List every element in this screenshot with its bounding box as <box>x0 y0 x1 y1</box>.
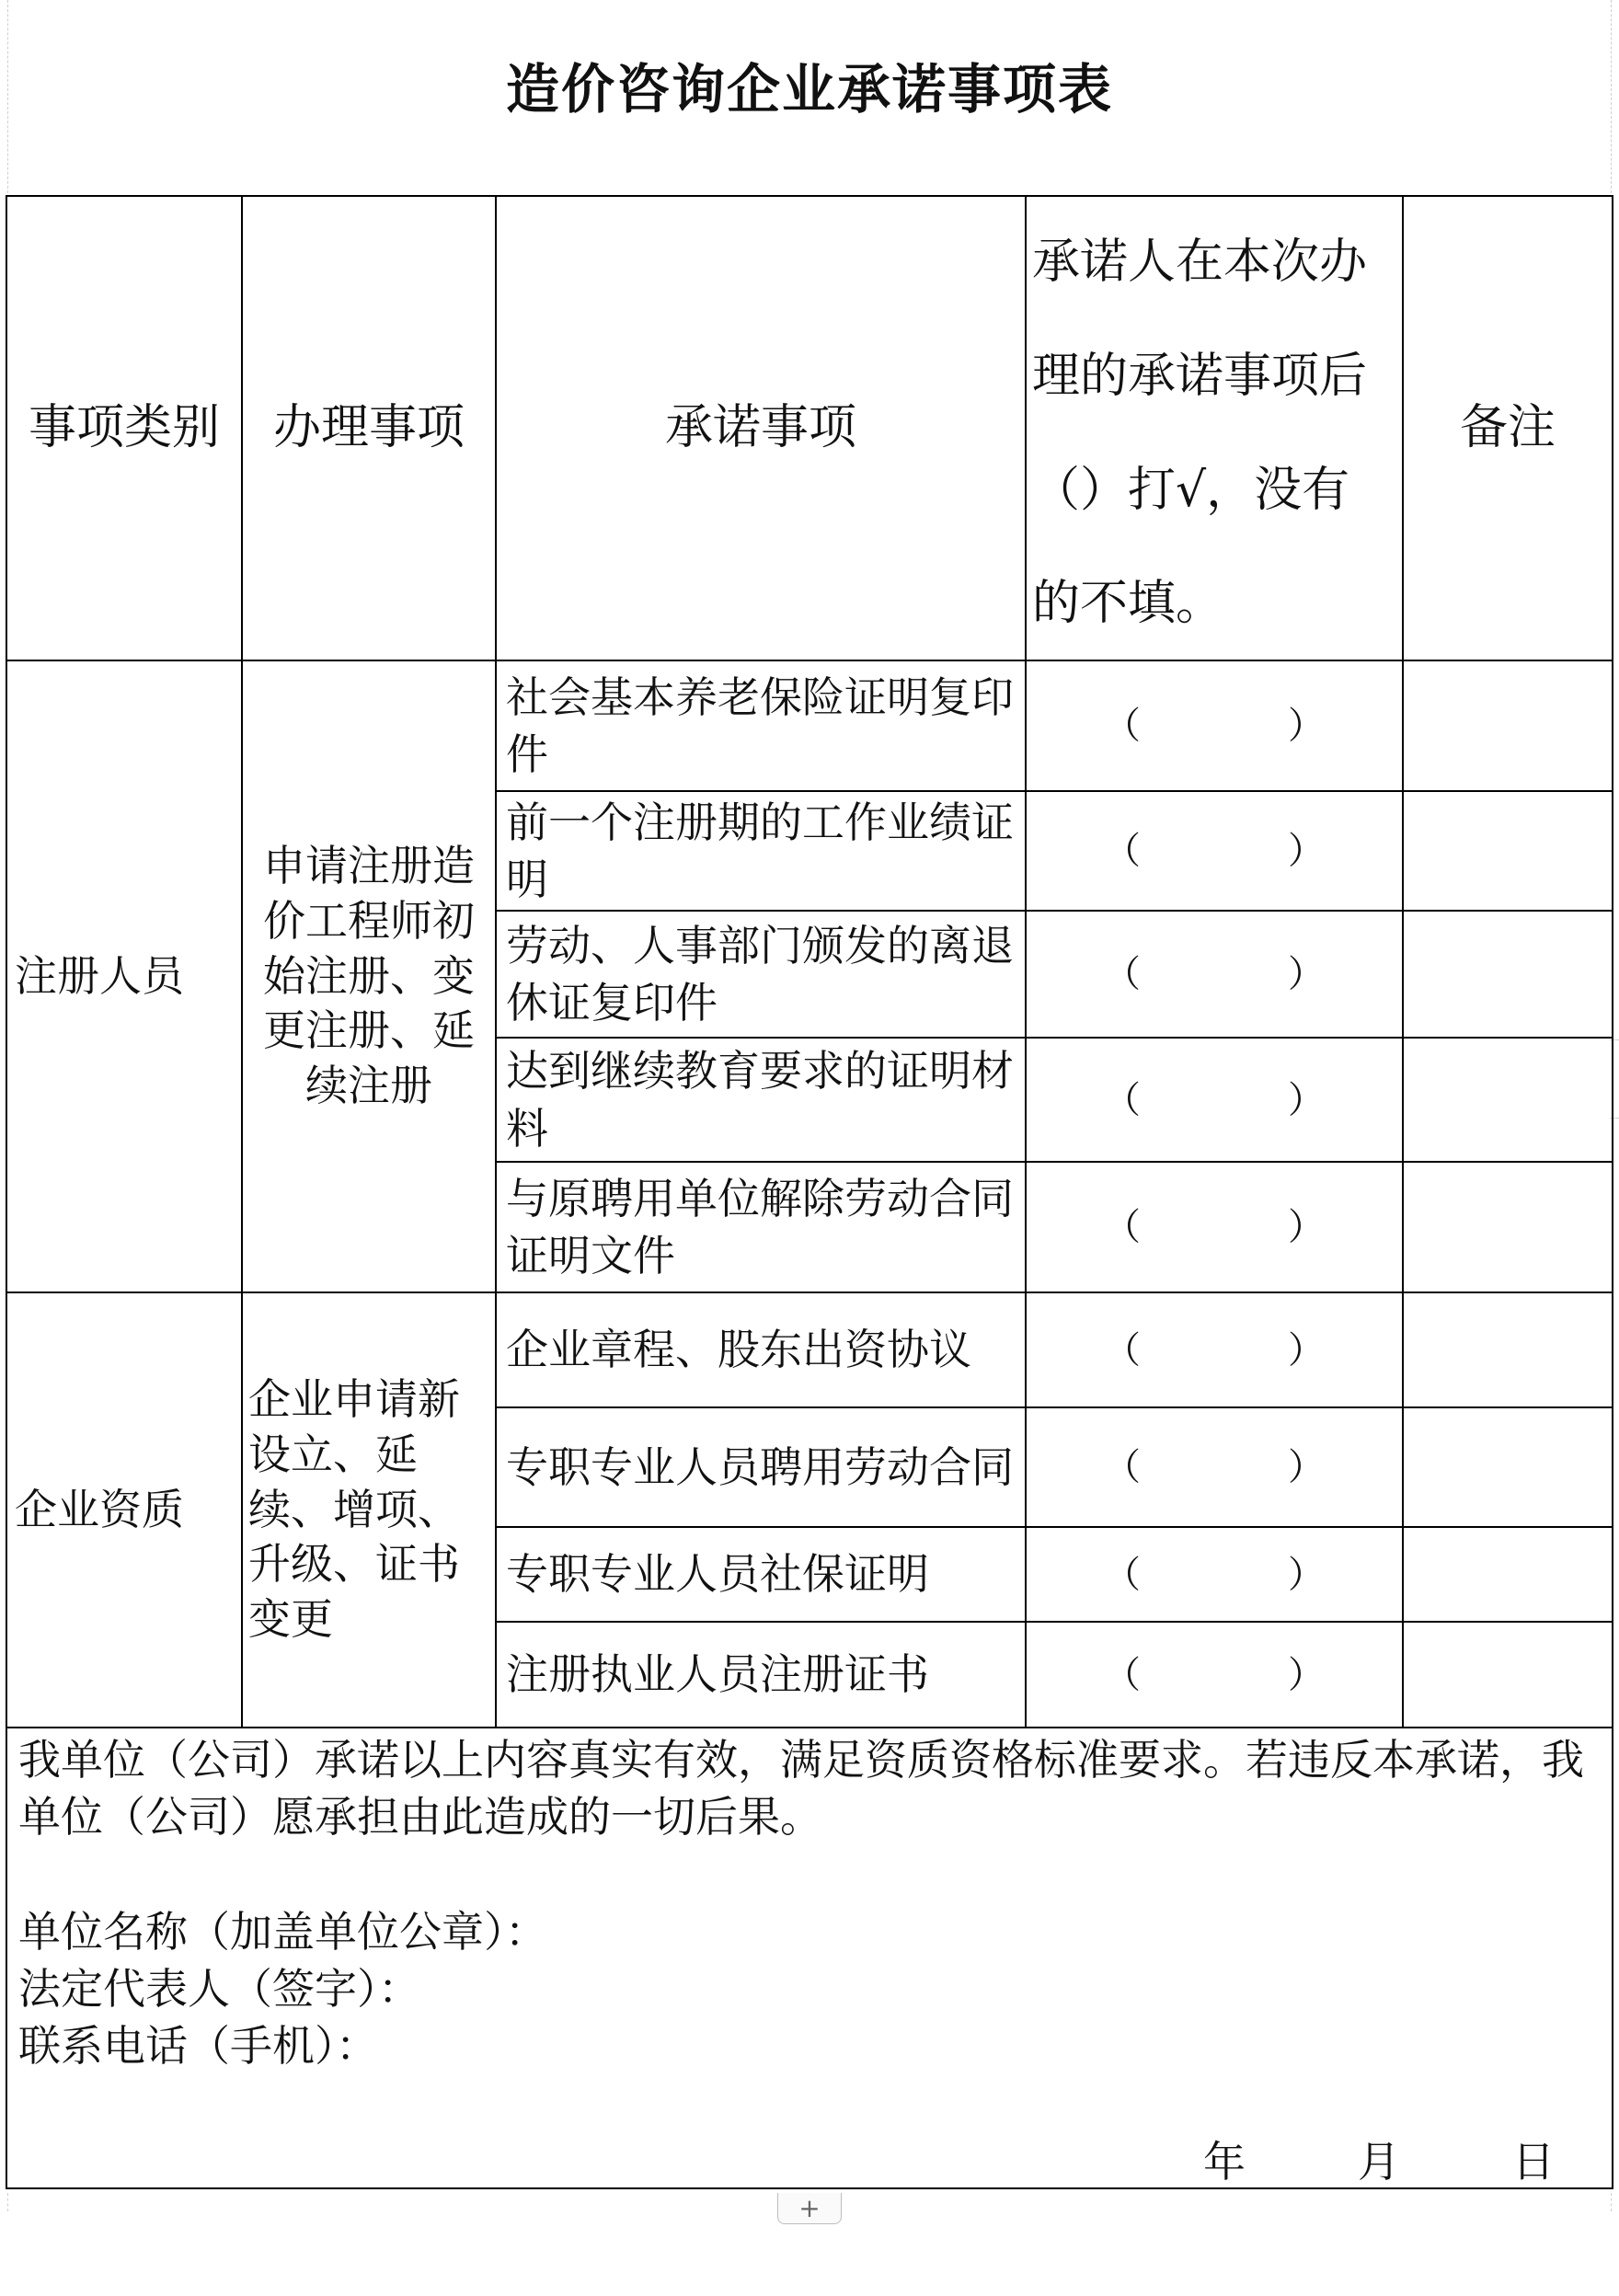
paren-close: ） <box>1288 705 1325 747</box>
paren-close: ） <box>1288 1653 1325 1696</box>
promise-item: 前一个注册期的工作业绩证明 <box>506 797 1014 904</box>
paren-open: （ <box>1104 705 1141 747</box>
paren-open: （ <box>1104 1446 1141 1488</box>
date-month: 月 <box>1358 2137 1400 2187</box>
handling-registered-personnel: 申请注册造价工程师初始注册、变更注册、延续注册 <box>263 841 475 1111</box>
promise-item: 与原聘用单位解除劳动合同证明文件 <box>506 1173 1014 1280</box>
remark-cell[interactable] <box>1404 1528 1612 1621</box>
remark-cell[interactable] <box>1404 912 1612 1037</box>
remark-cell[interactable] <box>1404 1623 1612 1727</box>
paren-close: ） <box>1288 830 1325 872</box>
paren-open: （ <box>1104 1653 1141 1696</box>
remark-cell[interactable] <box>1404 1163 1612 1292</box>
check-mark-field[interactable] <box>1027 1528 1402 1621</box>
check-mark-field[interactable] <box>1027 1623 1402 1727</box>
promise-item: 达到继续教育要求的证明材料 <box>506 1046 1014 1154</box>
document-title: 造价咨询企业承诺事项表 <box>505 58 1113 121</box>
remark-cell[interactable] <box>1404 1039 1612 1161</box>
commitment-statement: 我单位（公司）承诺以上内容真实有效，满足资质资格标准要求。若违反本承诺，我单位（公司）愿承担由此造成的一切后果。 <box>18 1735 1584 1843</box>
check-mark-field[interactable] <box>1027 792 1402 910</box>
header-remark: 备注 <box>1459 399 1556 455</box>
check-mark-field[interactable] <box>1027 1408 1402 1526</box>
handling-enterprise-qualification: 企业申请新设立、延续、增项、升级、证书变更 <box>248 1374 460 1645</box>
category-registered-personnel: 注册人员 <box>15 950 184 1001</box>
check-mark-field[interactable] <box>1027 1163 1402 1292</box>
category-enterprise-qualification: 企业资质 <box>15 1484 184 1534</box>
paren-open: （ <box>1104 1206 1141 1248</box>
promise-item: 专职专业人员社保证明 <box>506 1549 929 1600</box>
date-day: 日 <box>1512 2137 1555 2187</box>
remark-cell[interactable] <box>1404 661 1612 790</box>
promise-item: 企业章程、股东出资协议 <box>506 1325 971 1375</box>
promise-item: 专职专业人员聘用劳动合同 <box>506 1441 1014 1492</box>
legal-rep-field[interactable]: 法定代表人（签字）： <box>18 1964 420 2014</box>
remark-cell[interactable] <box>1404 1408 1612 1526</box>
paren-open: （ <box>1104 830 1141 872</box>
remark-cell[interactable] <box>1404 1293 1612 1406</box>
paren-open: （ <box>1104 1553 1141 1596</box>
promise-item: 注册执业人员注册证书 <box>506 1649 929 1700</box>
check-mark-field[interactable] <box>1027 1293 1402 1406</box>
check-mark-field[interactable] <box>1027 1039 1402 1161</box>
paren-close: ） <box>1288 953 1325 995</box>
add-page-button[interactable]: + <box>777 2193 842 2224</box>
check-mark-field[interactable] <box>1027 912 1402 1037</box>
remark-cell[interactable] <box>1404 792 1612 910</box>
paren-close: ） <box>1288 1328 1325 1372</box>
paren-open: （ <box>1104 1328 1141 1372</box>
header-promise-mark: 承诺人在本次办理的承诺事项后（）打√，没有的不填。 <box>1032 235 1368 632</box>
paren-close: ） <box>1288 1206 1325 1248</box>
paren-close: ） <box>1288 1553 1325 1596</box>
paren-open: （ <box>1104 953 1141 995</box>
date-year: 年 <box>1203 2137 1246 2187</box>
phone-field[interactable]: 联系电话（手机）： <box>18 2021 378 2071</box>
unit-name-field[interactable]: 单位名称（加盖单位公章）： <box>18 1907 547 1957</box>
header-handling: 办理事项 <box>272 399 465 455</box>
promise-item: 劳动、人事部门颁发的离退休证复印件 <box>506 920 1014 1027</box>
paren-open: （ <box>1104 1078 1141 1121</box>
header-category: 事项类别 <box>28 399 220 455</box>
header-promise-item: 承诺事项 <box>664 399 856 455</box>
paren-close: ） <box>1288 1446 1325 1488</box>
form-table <box>6 195 1613 2189</box>
paren-close: ） <box>1288 1078 1325 1121</box>
check-mark-field[interactable] <box>1027 661 1402 790</box>
promise-item: 社会基本养老保险证明复印件 <box>506 672 1014 779</box>
